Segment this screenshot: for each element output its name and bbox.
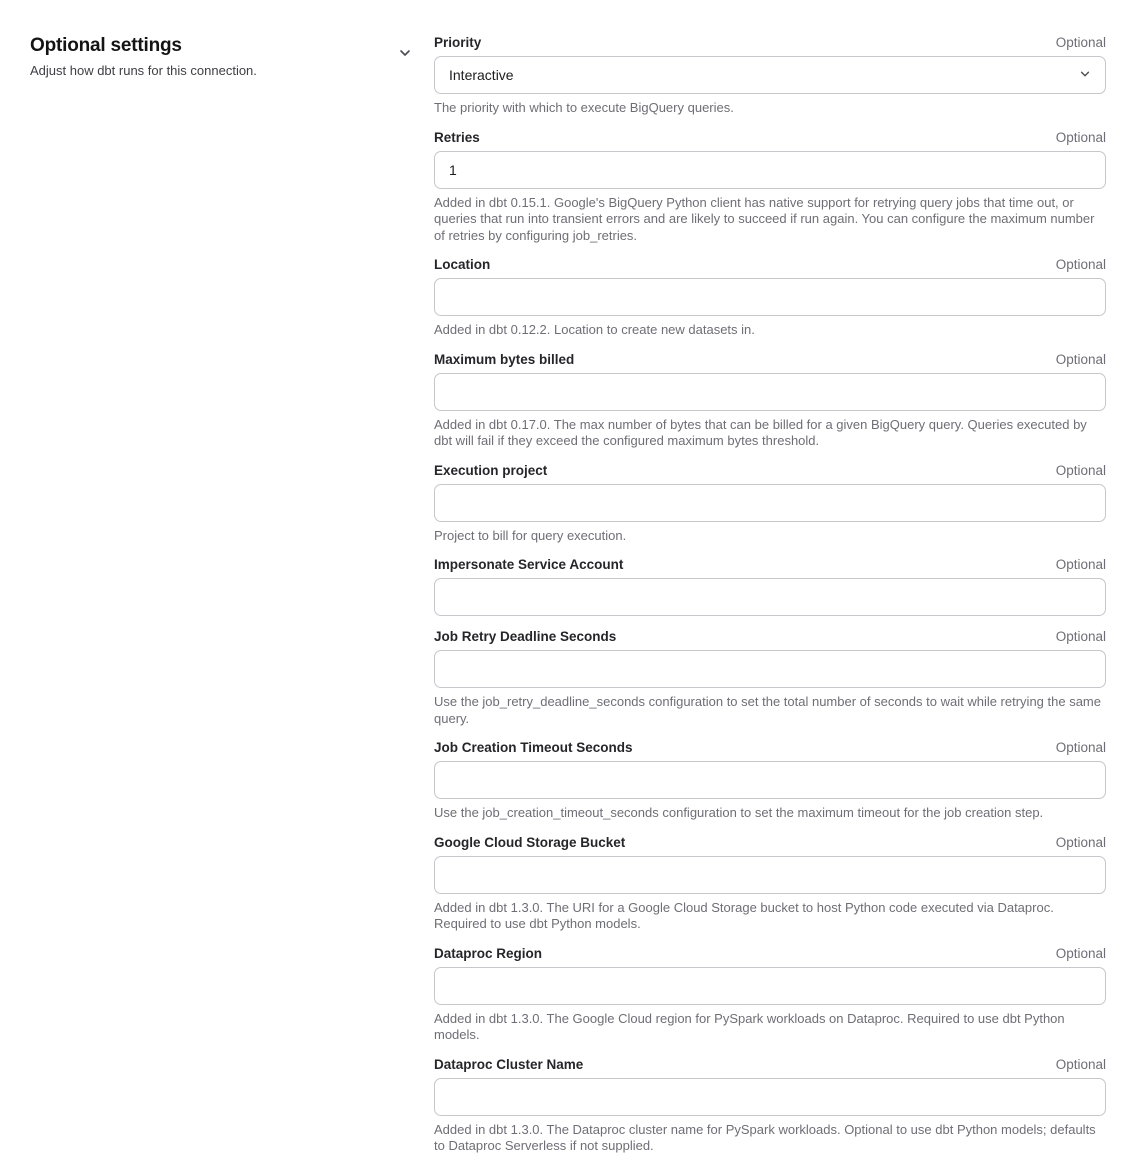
section-collapse-button[interactable] <box>396 44 414 62</box>
priority-select[interactable] <box>434 56 1106 94</box>
field-head <box>434 34 1106 51</box>
chevron-down-icon <box>1079 67 1091 83</box>
fields-container <box>434 34 1106 1167</box>
field-execution-project <box>434 462 1106 545</box>
field-label: Google Cloud Storage Bucket <box>434 834 626 850</box>
field-retries <box>434 129 1106 245</box>
field-maximum-bytes-billed <box>434 351 1106 450</box>
field-label: Maximum bytes billed <box>434 351 575 367</box>
execution-project-input[interactable] <box>434 484 1106 522</box>
field-head <box>434 834 1106 851</box>
field-help-text: Added in dbt 0.15.1. Google's BigQuery Python client has native support for retrying query jobs that time out, or queries that run into transient errors and are likely to succeed if run again. You can configure the maximum number of retries by configuring job_retries. <box>434 194 1095 243</box>
field-help-text: Added in dbt 0.12.2. Location to create new datasets in. <box>434 322 755 337</box>
field-head <box>434 129 1106 146</box>
field-dataproc-cluster-name <box>434 1056 1106 1155</box>
field-label: Job Retry Deadline Seconds <box>434 629 617 644</box>
field-help-text: Use the job_retry_deadline_seconds configuration to set the total number of seconds to wait while retrying the same query. <box>434 694 1101 726</box>
field-help-text: Use the job_creation_timeout_seconds configuration to set the maximum timeout for the job creation step. <box>434 805 1044 820</box>
field-help-text: Project to bill for query execution. <box>434 527 627 543</box>
field-head <box>434 351 1106 368</box>
field-head <box>434 462 1106 479</box>
field-location <box>434 256 1106 339</box>
field-help-text: Added in dbt 1.3.0. The Dataproc cluster name for PySpark workloads. Optional to use dbt Python models; defaults to Dataproc Serverless if not supplied. <box>434 1121 1096 1153</box>
optional-badge: Optional <box>1055 834 1106 850</box>
field-label: Impersonate Service Account <box>434 557 624 572</box>
field-label: Dataproc Cluster Name <box>434 1056 584 1072</box>
field-job-creation-timeout-seconds <box>434 739 1106 822</box>
optional-badge: Optional <box>1055 557 1106 572</box>
select-value: Interactive <box>449 67 514 83</box>
section-subtitle: Adjust how dbt runs for this connection. <box>30 63 257 78</box>
dataproc-region-input[interactable] <box>434 967 1106 1005</box>
field-impersonate-service-account <box>434 556 1106 616</box>
field-head <box>434 556 1106 573</box>
optional-badge: Optional <box>1055 129 1106 145</box>
location-input[interactable] <box>434 278 1106 316</box>
optional-badge: Optional <box>1055 1056 1106 1072</box>
field-head <box>434 628 1106 645</box>
field-label: Retries <box>434 129 480 145</box>
field-job-retry-deadline-seconds <box>434 628 1106 727</box>
impersonate-service-account-input[interactable] <box>434 578 1106 616</box>
field-help-text: Added in dbt 1.3.0. The URI for a Google Cloud Storage bucket to host Python code executed via Dataproc. Required to use dbt Python models. <box>434 899 1054 931</box>
field-label: Location <box>434 257 491 272</box>
field-priority <box>434 34 1106 117</box>
section-header <box>0 34 434 79</box>
field-google-cloud-storage-bucket <box>434 834 1106 933</box>
optional-badge: Optional <box>1055 257 1106 272</box>
optional-badge: Optional <box>1055 629 1106 644</box>
section-title: Optional settings <box>30 35 182 56</box>
field-label: Job Creation Timeout Seconds <box>434 740 633 755</box>
field-head <box>434 945 1106 962</box>
optional-badge: Optional <box>1055 35 1106 50</box>
retries-input[interactable] <box>434 151 1106 189</box>
field-label: Dataproc Region <box>434 945 543 961</box>
google-cloud-storage-bucket-input[interactable] <box>434 856 1106 894</box>
optional-badge: Optional <box>1055 945 1106 961</box>
field-label: Priority <box>434 35 482 50</box>
field-head <box>434 739 1106 756</box>
dataproc-cluster-name-input[interactable] <box>434 1078 1106 1116</box>
field-help-text: The priority with which to execute BigQuery queries. <box>434 100 734 115</box>
optional-badge: Optional <box>1055 740 1106 755</box>
field-dataproc-region <box>434 945 1106 1044</box>
field-help-text: Added in dbt 0.17.0. The max number of bytes that can be billed for a given BigQuery query. Queries executed by dbt will fail if they exceed the configured maximum bytes threshold. <box>434 416 1087 448</box>
job-retry-deadline-seconds-input[interactable] <box>434 650 1106 688</box>
job-creation-timeout-seconds-input[interactable] <box>434 761 1106 799</box>
maximum-bytes-billed-input[interactable] <box>434 373 1106 411</box>
optional-badge: Optional <box>1055 351 1106 367</box>
optional-badge: Optional <box>1055 462 1106 478</box>
section-header-text <box>30 34 257 79</box>
chevron-down-icon <box>398 48 412 63</box>
field-help-text: Added in dbt 1.3.0. The Google Cloud region for PySpark workloads on Dataproc. Required to use dbt Python models. <box>434 1010 1065 1042</box>
field-head <box>434 1056 1106 1073</box>
field-label: Execution project <box>434 462 548 478</box>
field-head <box>434 256 1106 273</box>
